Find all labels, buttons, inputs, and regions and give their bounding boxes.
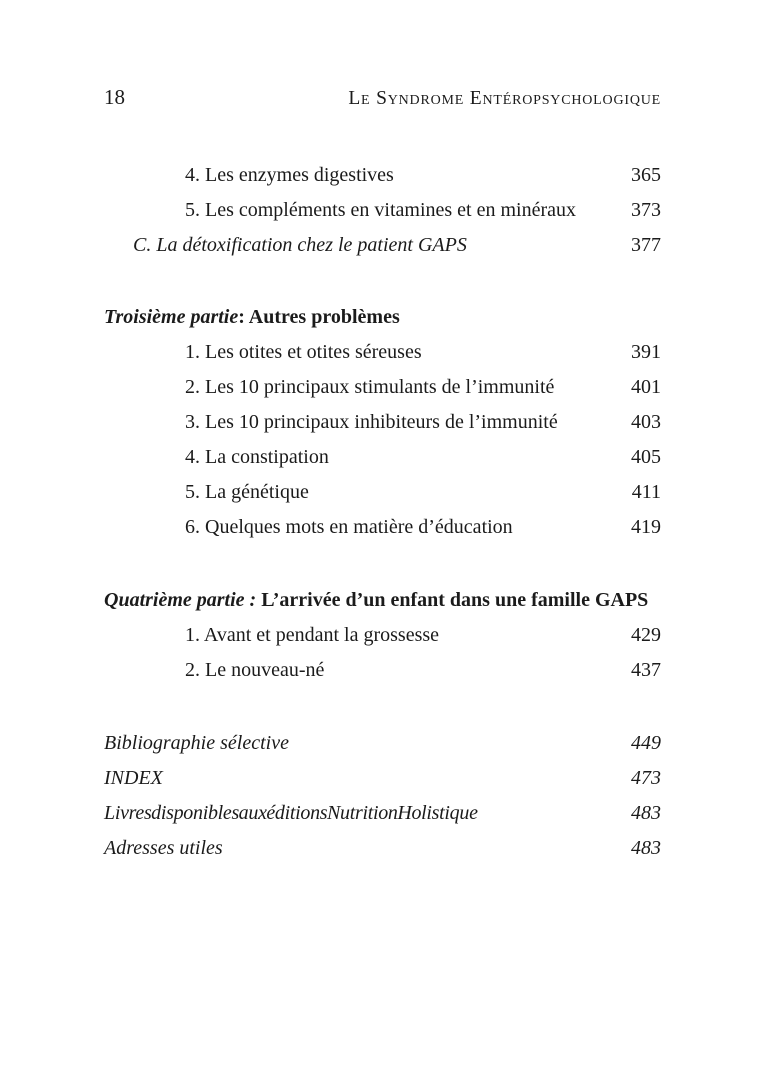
toc-entry xyxy=(104,796,661,831)
running-head xyxy=(104,0,661,111)
toc-part-title: : Autres problèmes xyxy=(238,306,400,328)
toc-entry xyxy=(104,475,661,510)
toc-entry xyxy=(104,440,661,475)
toc-entry-label: 5. La génétique xyxy=(185,481,309,503)
toc-entry xyxy=(104,761,661,796)
toc-entry-page: 483 xyxy=(631,802,661,824)
toc-entry-label: 5. Les compléments en vitamines et en minéraux xyxy=(185,199,576,221)
toc-part-name: Troisième partie xyxy=(104,306,239,328)
toc-entry xyxy=(104,370,661,405)
toc-entry-label: Adresses utiles xyxy=(104,837,223,859)
toc-entry-label: 1. Avant et pendant la grossesse xyxy=(185,624,440,646)
toc-entry xyxy=(104,193,661,228)
toc-entry-label: INDEX xyxy=(104,767,163,789)
toc-part-heading xyxy=(104,583,661,618)
toc-entry xyxy=(104,726,661,761)
toc-entry-page: 405 xyxy=(631,446,661,468)
toc-entry xyxy=(104,510,661,545)
toc-entry-label: 4. Les enzymes digestives xyxy=(185,164,394,186)
toc-entry-page: 429 xyxy=(631,624,661,646)
toc-entry-label: 1. Les otites et otites séreuses xyxy=(185,341,422,363)
table-of-contents xyxy=(104,158,661,866)
toc-entry-page: 391 xyxy=(631,341,661,363)
toc-entry xyxy=(104,405,661,440)
toc-entry-page: 411 xyxy=(631,481,661,503)
toc-entry xyxy=(104,335,661,370)
toc-entry-label: 3. Les 10 principaux inhibiteurs de l’immunité xyxy=(185,411,558,433)
toc-entry-label: 6. Quelques mots en matière d’éducation xyxy=(185,516,513,538)
toc-entry-page: 473 xyxy=(631,767,661,789)
toc-entry xyxy=(104,158,661,193)
toc-entry-label: Bibliographie sélective xyxy=(104,732,289,754)
toc-entry xyxy=(104,653,661,688)
toc-part-title: L’arrivée d’un enfant dans une famille GAPS xyxy=(256,589,649,611)
toc-entry-page: 483 xyxy=(631,837,661,859)
running-title: Le Syndrome Entéropsychologique xyxy=(348,88,661,109)
toc-entry-label: C. La détoxification chez le patient GAPS xyxy=(133,234,467,256)
toc-part-heading-label xyxy=(104,583,648,618)
toc-part-heading-label xyxy=(104,300,400,335)
toc-part-name: Quatrième partie : xyxy=(104,589,257,611)
page-number: 18 xyxy=(104,85,125,109)
toc-part-heading xyxy=(104,300,661,335)
toc-entry-label: Livres disponibles aux éditions Nutrition Holistique xyxy=(104,802,478,824)
toc-entry-page: 449 xyxy=(631,732,661,754)
toc-entry-page: 373 xyxy=(631,199,661,221)
toc-entry xyxy=(104,618,661,653)
toc-entry xyxy=(104,831,661,866)
toc-entry-page: 403 xyxy=(631,411,661,433)
toc-entry-label: 2. Le nouveau-né xyxy=(185,659,325,681)
toc-entry-page: 419 xyxy=(631,516,661,538)
toc-entry-label: 4. La constipation xyxy=(185,446,329,468)
toc-entry-page: 401 xyxy=(631,376,661,398)
toc-entry-label: 2. Les 10 principaux stimulants de l’immunité xyxy=(185,376,555,398)
toc-entry-page: 365 xyxy=(631,164,661,186)
toc-entry-page: 437 xyxy=(631,659,661,681)
toc-entry xyxy=(104,228,661,263)
toc-entry-page: 377 xyxy=(631,234,661,256)
page-content xyxy=(104,0,661,866)
